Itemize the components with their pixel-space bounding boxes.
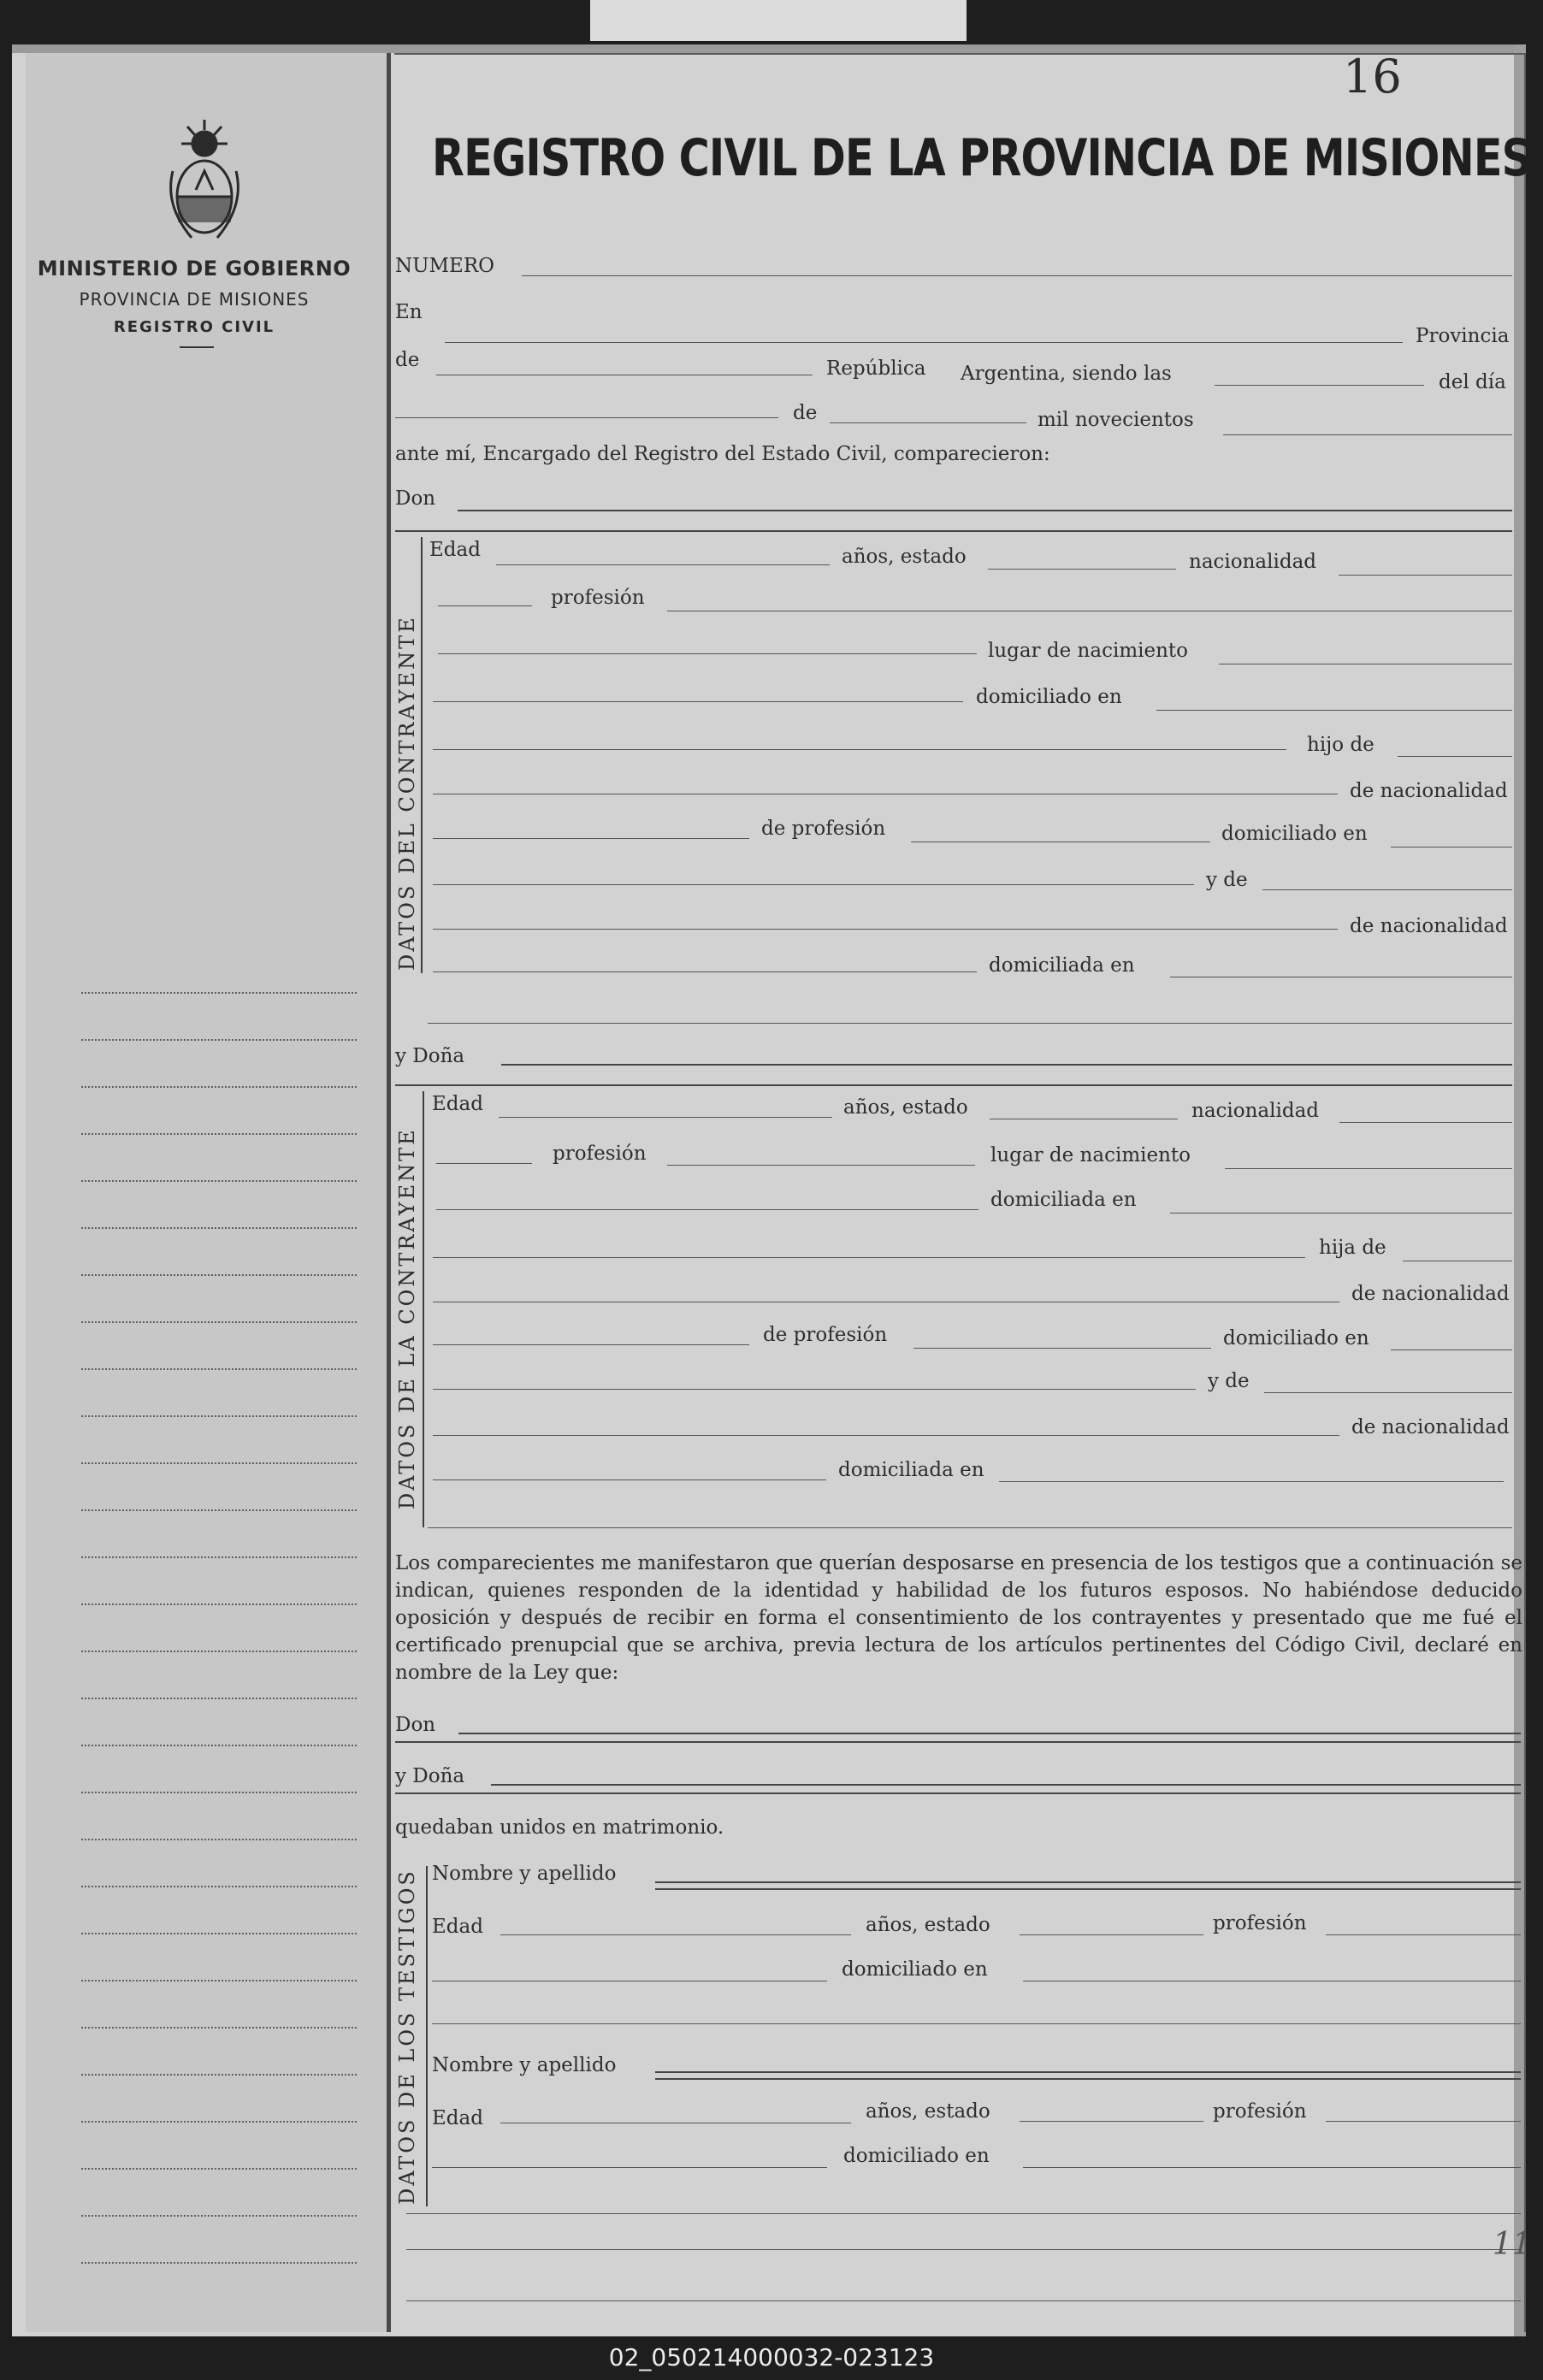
margin-note-line: [81, 2215, 357, 2217]
contrayenta-side-label: DATOS DE LA CONTRAYENTE: [395, 1127, 419, 1509]
page-top-edge: [12, 44, 1526, 53]
label-testigo-edad-1: Edad: [432, 1916, 483, 1938]
field-lugar-pre-1[interactable]: [438, 653, 977, 654]
margin-note-line: [81, 1698, 357, 1699]
margin-note-line: [81, 1745, 357, 1746]
label-testigo-profesion-1: profesión: [1213, 1912, 1307, 1934]
label-numero: NUMERO: [395, 255, 495, 277]
margin-note-line: [81, 1180, 357, 1182]
page-number: 16: [1343, 50, 1402, 103]
margin-note-line: [81, 1086, 357, 1088]
label-profesion-2: profesión: [553, 1143, 647, 1165]
testigos-side-label: DATOS DE LOS TESTIGOS: [395, 1869, 419, 2205]
ministry-registry: REGISTRO CIVIL: [113, 318, 275, 336]
label-edad-1: Edad: [429, 539, 481, 561]
label-nombre-1: Nombre y apellido: [432, 1863, 617, 1885]
field-union-dona[interactable]: [491, 1784, 1521, 1786]
field-edad-1[interactable]: [496, 564, 830, 565]
declaration-paragraph: Los comparecientes me manifestaron que querían desposarse en presencia de los testigos que a continuación se indican, quienes responden de la identidad y habilidad de los futuros esposos. No habiéndose deducido oposición y después de recibir en forma el consentimiento de los contrayentes y presentado que me fué el certificado prenupcial que se archiva, previa lectura de los artículos pertinentes del Código Civil, declaré en nombre de la Ley que:: [395, 1552, 1522, 1684]
field-padre2-domicilio[interactable]: [1391, 1349, 1512, 1350]
rule-union-don: [395, 1741, 1521, 1743]
field-profesion-2[interactable]: [667, 1165, 975, 1166]
field-testigo-dom-2[interactable]: [1023, 2167, 1521, 2168]
label-argentina-siendo: Argentina, siendo las: [961, 363, 1172, 385]
field-madre2-nac[interactable]: [433, 1479, 826, 1480]
field-union-don[interactable]: [458, 1733, 1521, 1734]
label-y-de-1: y de: [1206, 869, 1248, 891]
field-madre2-nac-pre[interactable]: [433, 1435, 1339, 1436]
label-anos-estado-1: años, estado: [842, 546, 967, 568]
register-page: [12, 44, 1526, 2336]
label-testigo-dom-2: domiciliado en: [843, 2145, 990, 2167]
field-extra-1[interactable]: [406, 2213, 1521, 2214]
margin-note-line: [81, 1886, 357, 1887]
label-nombre-2: Nombre y apellido: [432, 2054, 617, 2076]
field-testigo-dom-pre-2[interactable]: [432, 2167, 827, 2168]
contrayente-bracket: [421, 537, 423, 973]
rule-nombre-1: [655, 1888, 1521, 1890]
field-hija-pre[interactable]: [433, 1257, 1305, 1258]
field-extra-2[interactable]: [406, 2249, 1521, 2250]
field-domiciliado-1[interactable]: [1156, 710, 1512, 711]
margin-note-line: [81, 1274, 357, 1276]
field-testigo-profesion-1[interactable]: [1326, 1934, 1521, 1935]
label-nacionalidad-2: nacionalidad: [1191, 1100, 1320, 1122]
ministry-divider: [180, 346, 214, 348]
field-testigo-estado-1[interactable]: [1020, 1934, 1203, 1935]
label-de-nacionalidad-3: de nacionalidad: [1351, 1283, 1510, 1305]
label-domiciliado-1: domiciliado en: [976, 686, 1122, 708]
field-padre2-nac[interactable]: [433, 1344, 749, 1345]
field-padre-dom-cont[interactable]: [433, 884, 1194, 885]
field-hijo-pre-1[interactable]: [433, 749, 1286, 750]
label-anos-estado-2: años, estado: [843, 1096, 968, 1119]
field-dia[interactable]: [395, 417, 778, 418]
field-hijo-de[interactable]: [1398, 756, 1512, 757]
label-testigo-edad-2: Edad: [432, 2107, 483, 2129]
label-domiciliado-en-2: domiciliado en: [1221, 823, 1368, 845]
field-contrayente-extra[interactable]: [428, 1023, 1512, 1024]
label-hija-de: hija de: [1319, 1237, 1386, 1259]
margin-note-line: [81, 2262, 357, 2264]
label-testigo-anos-2: años, estado: [866, 2100, 990, 2123]
label-domiciliada-3: domiciliada en: [838, 1459, 984, 1481]
label-de-nacionalidad-2: de nacionalidad: [1350, 915, 1508, 937]
field-padre-nac[interactable]: [433, 838, 749, 839]
label-de-profesion-1: de profesión: [761, 818, 886, 840]
rule-union-dona: [395, 1792, 1521, 1794]
field-dona[interactable]: [501, 1064, 1512, 1066]
rule-nombre-2: [655, 2078, 1521, 2080]
label-quedaban: quedaban unidos en matrimonio.: [395, 1816, 724, 1839]
margin-note-line: [81, 1980, 357, 1981]
label-hijo-de: hijo de: [1307, 734, 1375, 756]
label-domiciliada-2: domiciliada en: [990, 1189, 1137, 1211]
label-mil-novecientos: mil novecientos: [1038, 409, 1194, 431]
label-de-nacionalidad-4: de nacionalidad: [1351, 1416, 1510, 1438]
margin-note-line: [81, 2121, 357, 2123]
field-madre-2[interactable]: [1264, 1392, 1512, 1393]
margin-note-line: [81, 992, 357, 994]
page-tab: [590, 0, 967, 41]
contrayente-side-label: DATOS DEL CONTRAYENTE: [395, 615, 419, 971]
field-mes[interactable]: [830, 422, 1026, 423]
label-del-dia: del día: [1439, 371, 1506, 393]
label-testigo-anos-1: años, estado: [866, 1914, 990, 1936]
margin-note-line: [81, 1839, 357, 1840]
label-de-profesion-2: de profesión: [763, 1324, 888, 1346]
field-nacionalidad-2[interactable]: [1339, 1122, 1512, 1123]
column-divider: [387, 53, 391, 2332]
label-testigo-dom-1: domiciliado en: [842, 1958, 988, 1981]
field-nombre-2[interactable]: [655, 2071, 1521, 2073]
field-lugar-nacimiento-2[interactable]: [1225, 1168, 1512, 1169]
field-dom-pre-1[interactable]: [433, 701, 963, 702]
label-edad-2: Edad: [432, 1093, 483, 1115]
margin-note-line: [81, 2074, 357, 2076]
footer-mark: 11: [1493, 2227, 1532, 2262]
label-union-don: Don: [395, 1714, 436, 1736]
field-hora[interactable]: [1215, 385, 1424, 386]
ministry-province: PROVINCIA DE MISIONES: [79, 289, 310, 310]
field-madre2-domicilio[interactable]: [999, 1481, 1504, 1482]
label-lugar-nacimiento-2: lugar de nacimiento: [990, 1144, 1191, 1166]
margin-note-line: [81, 1321, 357, 1323]
margin-note-line: [81, 1651, 357, 1652]
ministry-title: MINISTERIO DE GOBIERNO: [37, 257, 352, 281]
margin-note-line: [81, 2168, 357, 2170]
label-lugar-nacimiento-1: lugar de nacimiento: [988, 640, 1188, 662]
margin-note-line: [81, 1039, 357, 1041]
document-title: REGISTRO CIVIL DE LA PROVINCIA DE MISIONES: [432, 128, 1532, 188]
label-provincia: Provincia: [1416, 325, 1510, 347]
label-domiciliado-en-3: domiciliado en: [1223, 1327, 1369, 1349]
field-nacionalidad-1[interactable]: [1339, 575, 1512, 576]
field-padre2-dom-cont[interactable]: [433, 1389, 1196, 1390]
field-domiciliada-2[interactable]: [1170, 1213, 1512, 1214]
margin-note-line: [81, 1933, 357, 1934]
margin-note-line: [81, 1133, 357, 1135]
field-nombre-1[interactable]: [655, 1881, 1521, 1883]
filename-label: 02_050214000032-023123: [608, 2343, 935, 2371]
field-numero[interactable]: [522, 275, 1512, 276]
field-testigo-extra-1[interactable]: [432, 2023, 1521, 2024]
left-margin-panel: [26, 53, 387, 2332]
field-edad-2[interactable]: [499, 1117, 832, 1118]
field-testigo-edad-1[interactable]: [500, 1934, 851, 1935]
label-don: Don: [395, 487, 436, 510]
margin-note-line: [81, 1462, 357, 1464]
label-domiciliada-1: domiciliada en: [989, 954, 1135, 977]
field-testigo-profesion-2[interactable]: [1326, 2121, 1521, 2122]
field-contrayenta-extra[interactable]: [428, 1527, 1512, 1528]
field-dom-pre-2[interactable]: [436, 1209, 978, 1210]
field-anio[interactable]: [1223, 434, 1512, 435]
field-estado-1[interactable]: [988, 569, 1176, 570]
label-de-nacionalidad-1: de nacionalidad: [1350, 780, 1508, 802]
field-extra-3[interactable]: [406, 2300, 1521, 2301]
field-prof-pre-2[interactable]: [436, 1163, 532, 1164]
label-testigo-profesion-2: profesión: [1213, 2100, 1307, 2123]
field-madre-nac[interactable]: [433, 971, 977, 972]
field-prof-pre-1[interactable]: [438, 605, 532, 606]
label-de-mes: de: [793, 402, 818, 424]
field-padre2-profesion[interactable]: [913, 1348, 1211, 1349]
field-madre-1[interactable]: [1262, 889, 1512, 890]
rule-dona-bottom: [395, 1084, 1512, 1086]
label-y-de-2: y de: [1208, 1370, 1250, 1392]
label-union-dona: y Doña: [395, 1765, 465, 1787]
field-don[interactable]: [458, 510, 1512, 511]
testigos-bracket: [426, 1866, 428, 2206]
field-madre-nac-pre[interactable]: [433, 929, 1338, 930]
label-nacionalidad-1: nacionalidad: [1189, 551, 1317, 573]
field-testigo-estado-2[interactable]: [1020, 2121, 1203, 2122]
label-profesion-1: profesión: [551, 587, 645, 609]
margin-note-line: [81, 1603, 357, 1605]
margin-note-line: [81, 2027, 357, 2029]
contrayenta-bracket: [423, 1091, 424, 1527]
label-de: de: [395, 349, 420, 371]
margin-note-line: [81, 1509, 357, 1511]
margin-note-line: [81, 1792, 357, 1793]
margin-note-line: [81, 1415, 357, 1417]
label-en: En: [395, 301, 423, 323]
field-en[interactable]: [445, 342, 1403, 343]
margin-note-line: [81, 1227, 357, 1229]
label-y-dona: y Doña: [395, 1045, 465, 1067]
label-republica: República: [826, 357, 926, 380]
rule-don-bottom: [395, 530, 1512, 532]
margin-note-line: [81, 1368, 357, 1370]
coat-of-arms-icon: [157, 111, 251, 248]
form-frame: [394, 53, 1526, 2332]
label-ante-mi: ante mí, Encargado del Registro del Estado Civil, comparecieron:: [395, 443, 1050, 465]
margin-note-line: [81, 1556, 357, 1558]
